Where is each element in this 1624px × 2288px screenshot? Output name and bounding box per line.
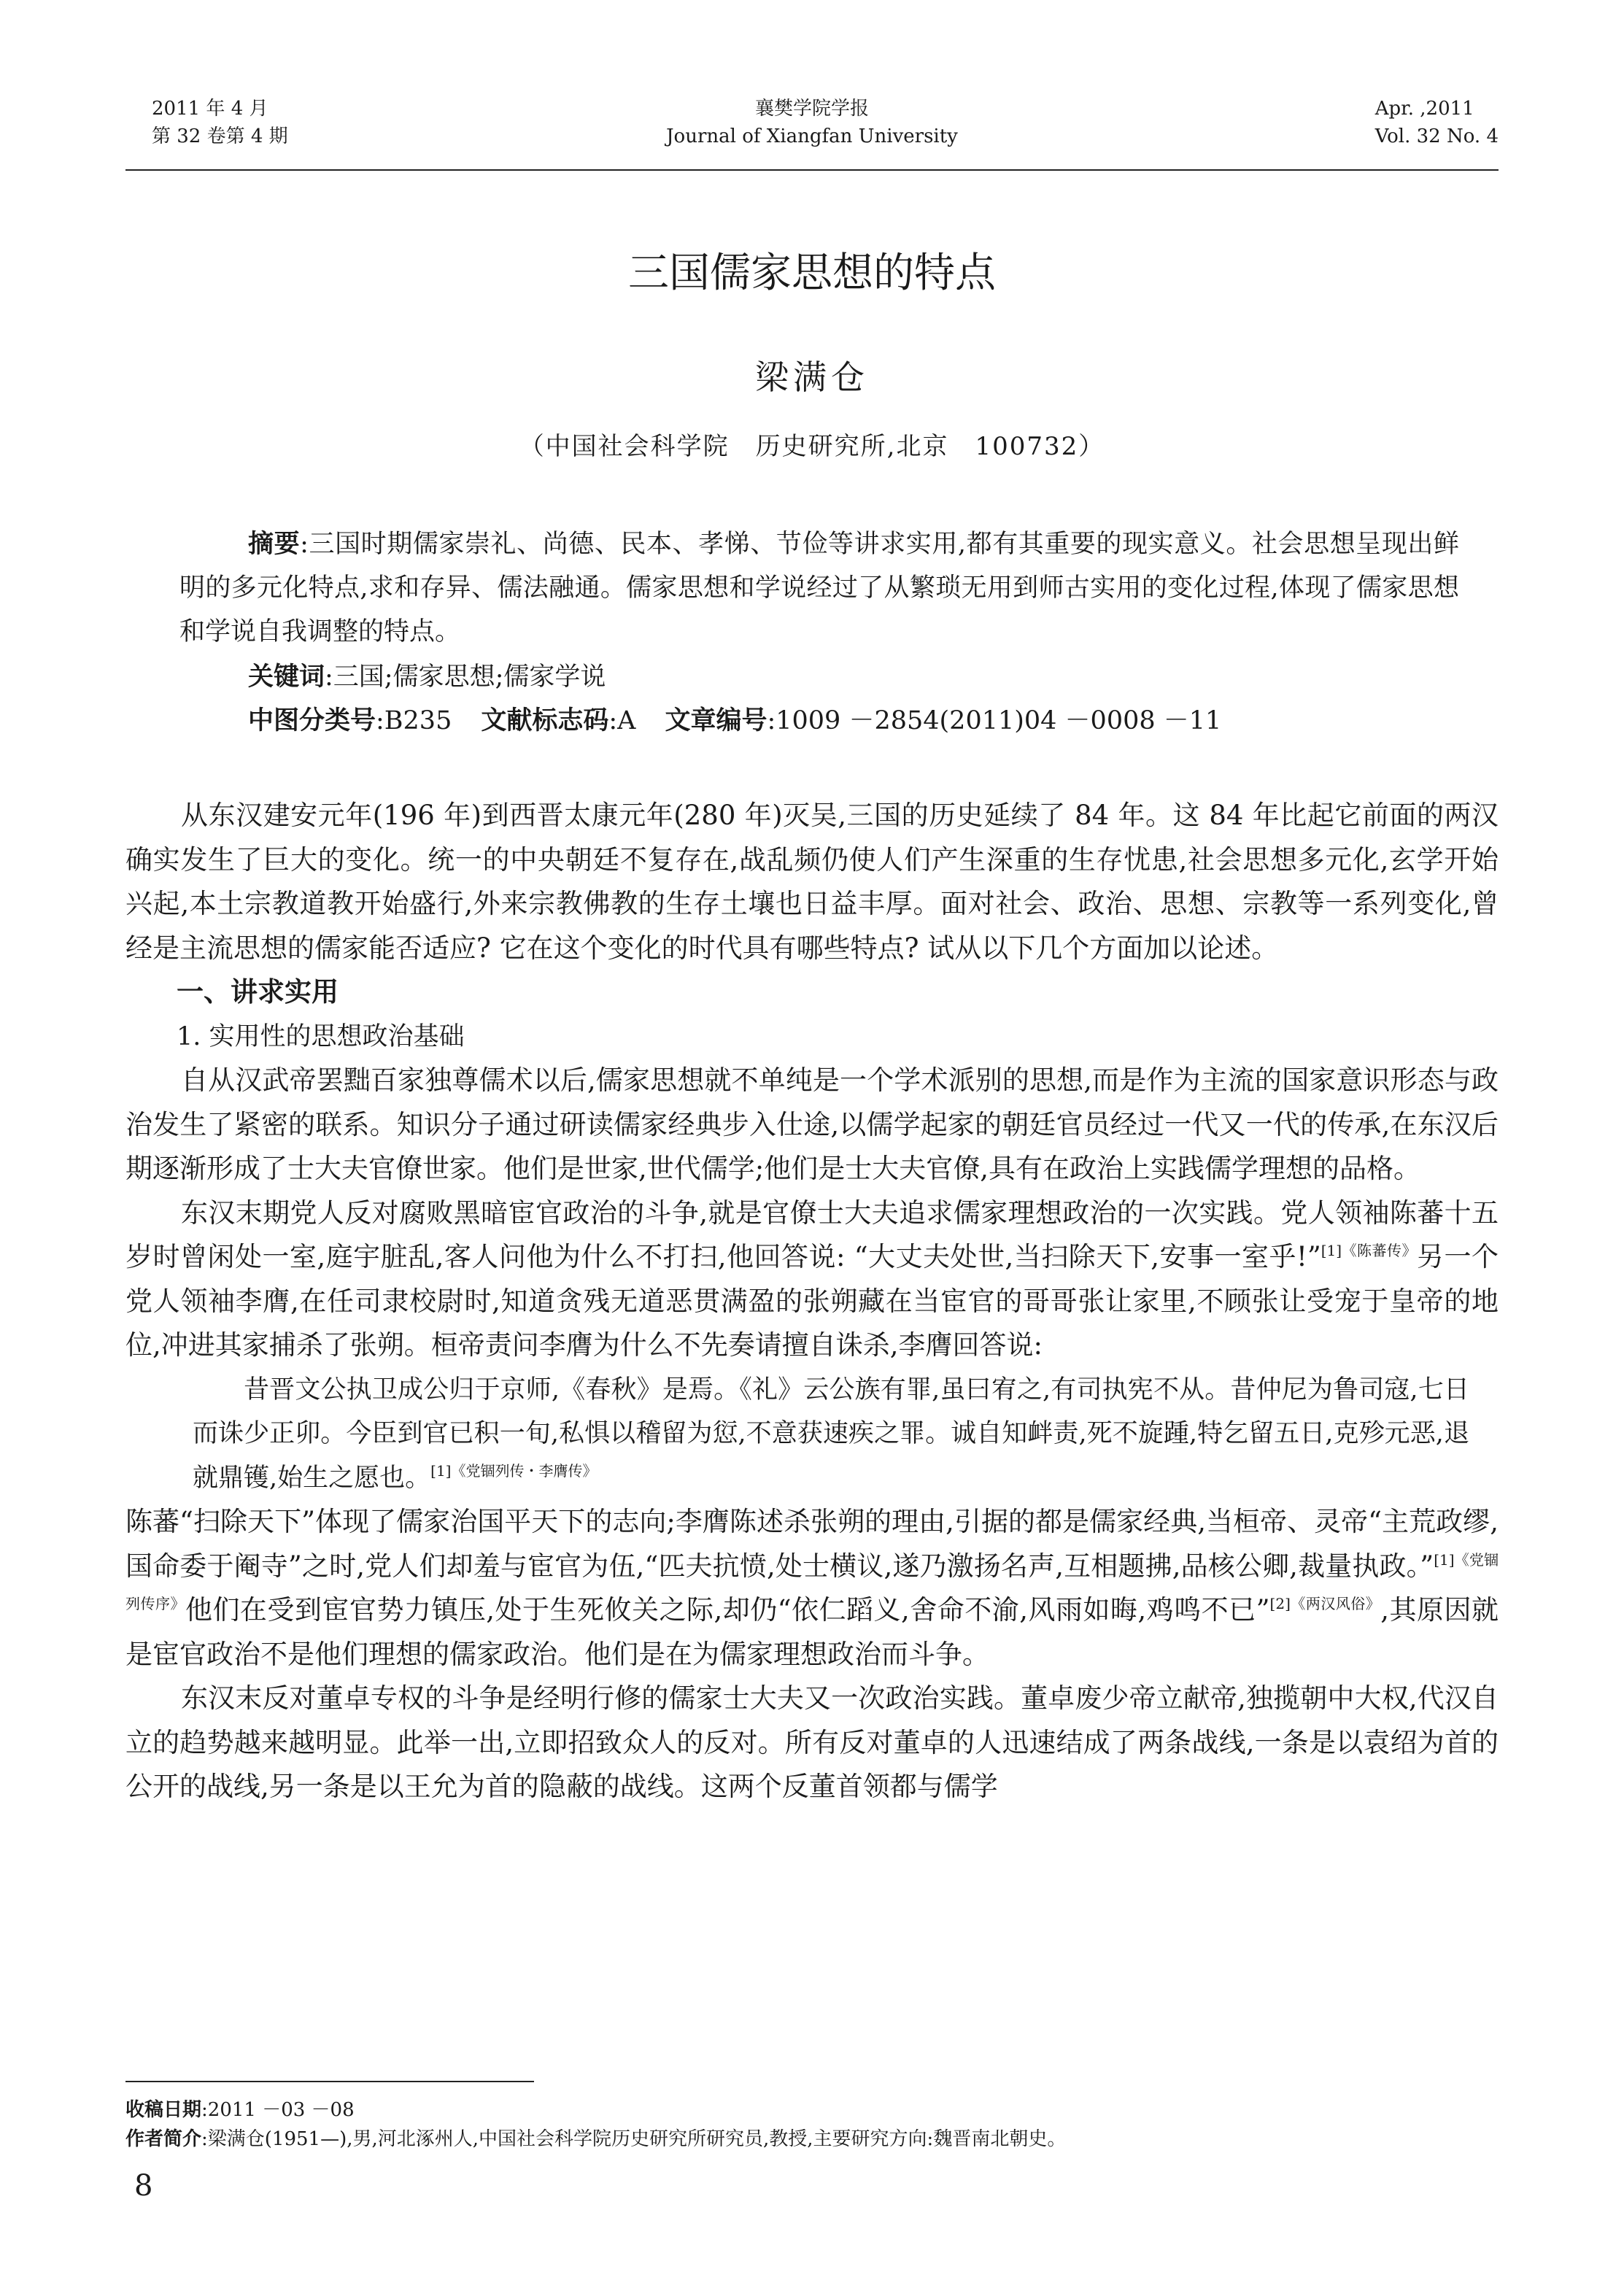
bio-value: :梁满仓(1951—),男,河北涿州人,中国社会科学院历史研究所研究员,教授,主要研究方向:魏晋南北朝史。 [201,2128,1067,2150]
page-number: 8 [134,2169,153,2203]
header-rule [125,169,1499,171]
body-paragraph-2: 自从汉武帝罢黜百家独尊儒术以后,儒家思想就不单纯是一个学术派别的思想,而是作为主流的国家意识形态与政治发生了紧密的联系。知识分子通过研读儒家经典步入仕途,以儒学起家的朝廷官员经过一代又一代的传承,在东汉后期逐渐形成了士大夫官僚世家。他们是世家,世代儒学;他们是士大夫官僚,具有在政治上实践儒学理想的品格。 [125,1064,1499,1184]
body-paragraph-5: 东汉末反对董卓专权的斗争是经明行修的儒家士大夫又一次政治实践。董卓废少帝立献帝,独揽朝中大权,代汉自立的趋势越来越明显。此举一出,立即招致众人的反对。所有反对董卓的人迅速结成了两条战线,一条是以袁绍为首的公开的战线,另一条是以王允为首的隐蔽的战线。这两个反董首领都与儒学 [125,1682,1499,1802]
issue-en-block [1375,95,1499,150]
body-paragraph-intro: 从东汉建安元年(196 年)到西晋太康元年(280 年)灭吴,三国的历史延续了 84 年。这 84 年比起它前面的两汉确实发生了巨大的变化。统一的中央朝廷不复存在,战乱频仍使人们产生深重的生存忧患,社会思想多元化,玄学开始兴起,本土宗教道教开始盛行,外来宗教佛教的生存土壤也日益丰厚。面对社会、政治、思想、宗教等一系列变化,曾经是主流思想的儒家能否适应? 它在这个变化的时代具有哪些特点? 试从以下几个方面加以论述。 [125,800,1499,964]
clc-value: :B235 [376,706,452,735]
article-body [125,794,1499,1809]
received-value: :2011 －03 －08 [201,2099,355,2121]
footnote-rule [125,2081,534,2082]
clc-label: 中图分类号 [248,706,376,735]
issue-date: 2011 年 4 月 [152,98,268,120]
doc-code-label: 文献标志码 [481,706,609,735]
citation-lianghan-fengsu: [2]《两汉风俗》 [1269,1595,1381,1612]
doc-code-value: :A [608,706,636,735]
keywords-label: 关键词 [248,662,325,692]
body-paragraph-3: 东汉末期党人反对腐败黑暗宦官政治的斗争,就是官僚士大夫追求儒家理想政治的一次实践。党人领袖陈蕃十五岁时曾闲处一室,庭宇脏乱,客人问他为什么不打扫,他回答说: “大丈夫处世,当扫除天下,安事一室乎!”$^{[1]《陈蕃传》}$另一个党人领袖李膺,在任司隶校尉时,知道贪残无道恶贯满盈的张朔藏在当宦官的哥哥张让家里,不顾张让受宠于皇帝的地位,冲进其家捕杀了张朔。桓帝责问李膺为什么不先奏请擅自诛杀,李膺回答说: [125,1197,1499,1361]
citation-chen-fan: [1]《陈蕃传》 [1321,1242,1418,1259]
citation-danggu-preface: [1]《党锢列传序》 [125,1550,1499,1612]
volume-issue-cn: 第 32 卷第 4 期 [152,125,288,147]
abstract-label: 摘要 [248,530,301,559]
block-quote: 昔晋文公执卫成公归于京师,《春秋》是焉。《礼》云公族有罪,虽曰宥之,有司执宪不从。昔仲尼为鲁司寇,七日而诛少正卯。今臣到官已积一旬,私惧以稽留为愆,不意获速疾之罪。诚自知衅责,死不旋踵,特乞留五日,克殄元恶,退就鼎镬,始生之愿也。$^{[1]《党锢列传・李膺传》}$ [193,1375,1469,1493]
journal-name-cn: 襄樊学院学报 [754,98,869,120]
footnote-received [125,2095,1499,2125]
received-label: 收稿日期 [125,2099,202,2121]
author-name: 梁满仓 [755,358,869,397]
article-title: 三国儒家思想的特点 [628,250,996,297]
author-affiliation: （中国社会科学院 历史研究所,北京 100732） [519,432,1105,461]
abstract-text: :三国时期儒家崇礼、尚德、民本、孝悌、节俭等讲求实用,都有其重要的现实意义。社会思想呈现出鲜明的多元化特点,求和存异、儒法融通。儒家思想和学说经过了从繁琐无用到师古实用的变化过程,体现了儒家思想和学说自我调整的特点。 [179,530,1459,646]
volume-issue-en: Vol. 32 No. 4 [1374,125,1499,147]
journal-name-en: Journal of Xiangfan University [666,125,958,147]
abstract [179,522,1459,654]
footnote-author-bio [125,2125,1499,2154]
article-number-value: :1009 －2854(2011)04 －0008 －11 [767,706,1222,735]
classification-line [179,699,1459,743]
keywords [179,655,1459,699]
article-number-label: 文章编号 [665,706,767,735]
subsection-heading-1-1: 1. 实用性的思想政治基础 [177,1021,465,1051]
body-paragraph-4: 陈蕃“扫除天下”体现了儒家治国平天下的志向;李膺陈述杀张朔的理由,引据的都是儒家经典,当桓帝、灵帝“主荒政缪,国命委于阉寺”之时,党人们却羞与宦官为伍,“匹夫抗愤,处士横议,遂乃激扬名声,互相题拂,品核公卿,裁量执政。”$^{[1]《党锢列传序》}$他们在受到宦官势力镇压,处于生死攸关之际,却仍“依仁蹈义,舍命不渝,风雨如晦,鸡鸣不已”$^{[2]《两汉风俗》}$,其原因就是宦官政治不是他们理想的儒家政治。他们是在为儒家理想政治而斗争。 [125,1506,1499,1670]
running-head [125,95,1499,168]
issue-date-en: Apr. ,2011 [1374,98,1474,120]
citation-li-ying: [1]《党锢列传・李膺传》 [430,1461,598,1480]
journal-name-block [125,95,1499,150]
section-heading-1: 一、讲求实用 [177,976,339,1008]
keywords-text: :三国;儒家思想;儒家学说 [325,662,606,692]
bio-label: 作者简介 [125,2128,202,2150]
